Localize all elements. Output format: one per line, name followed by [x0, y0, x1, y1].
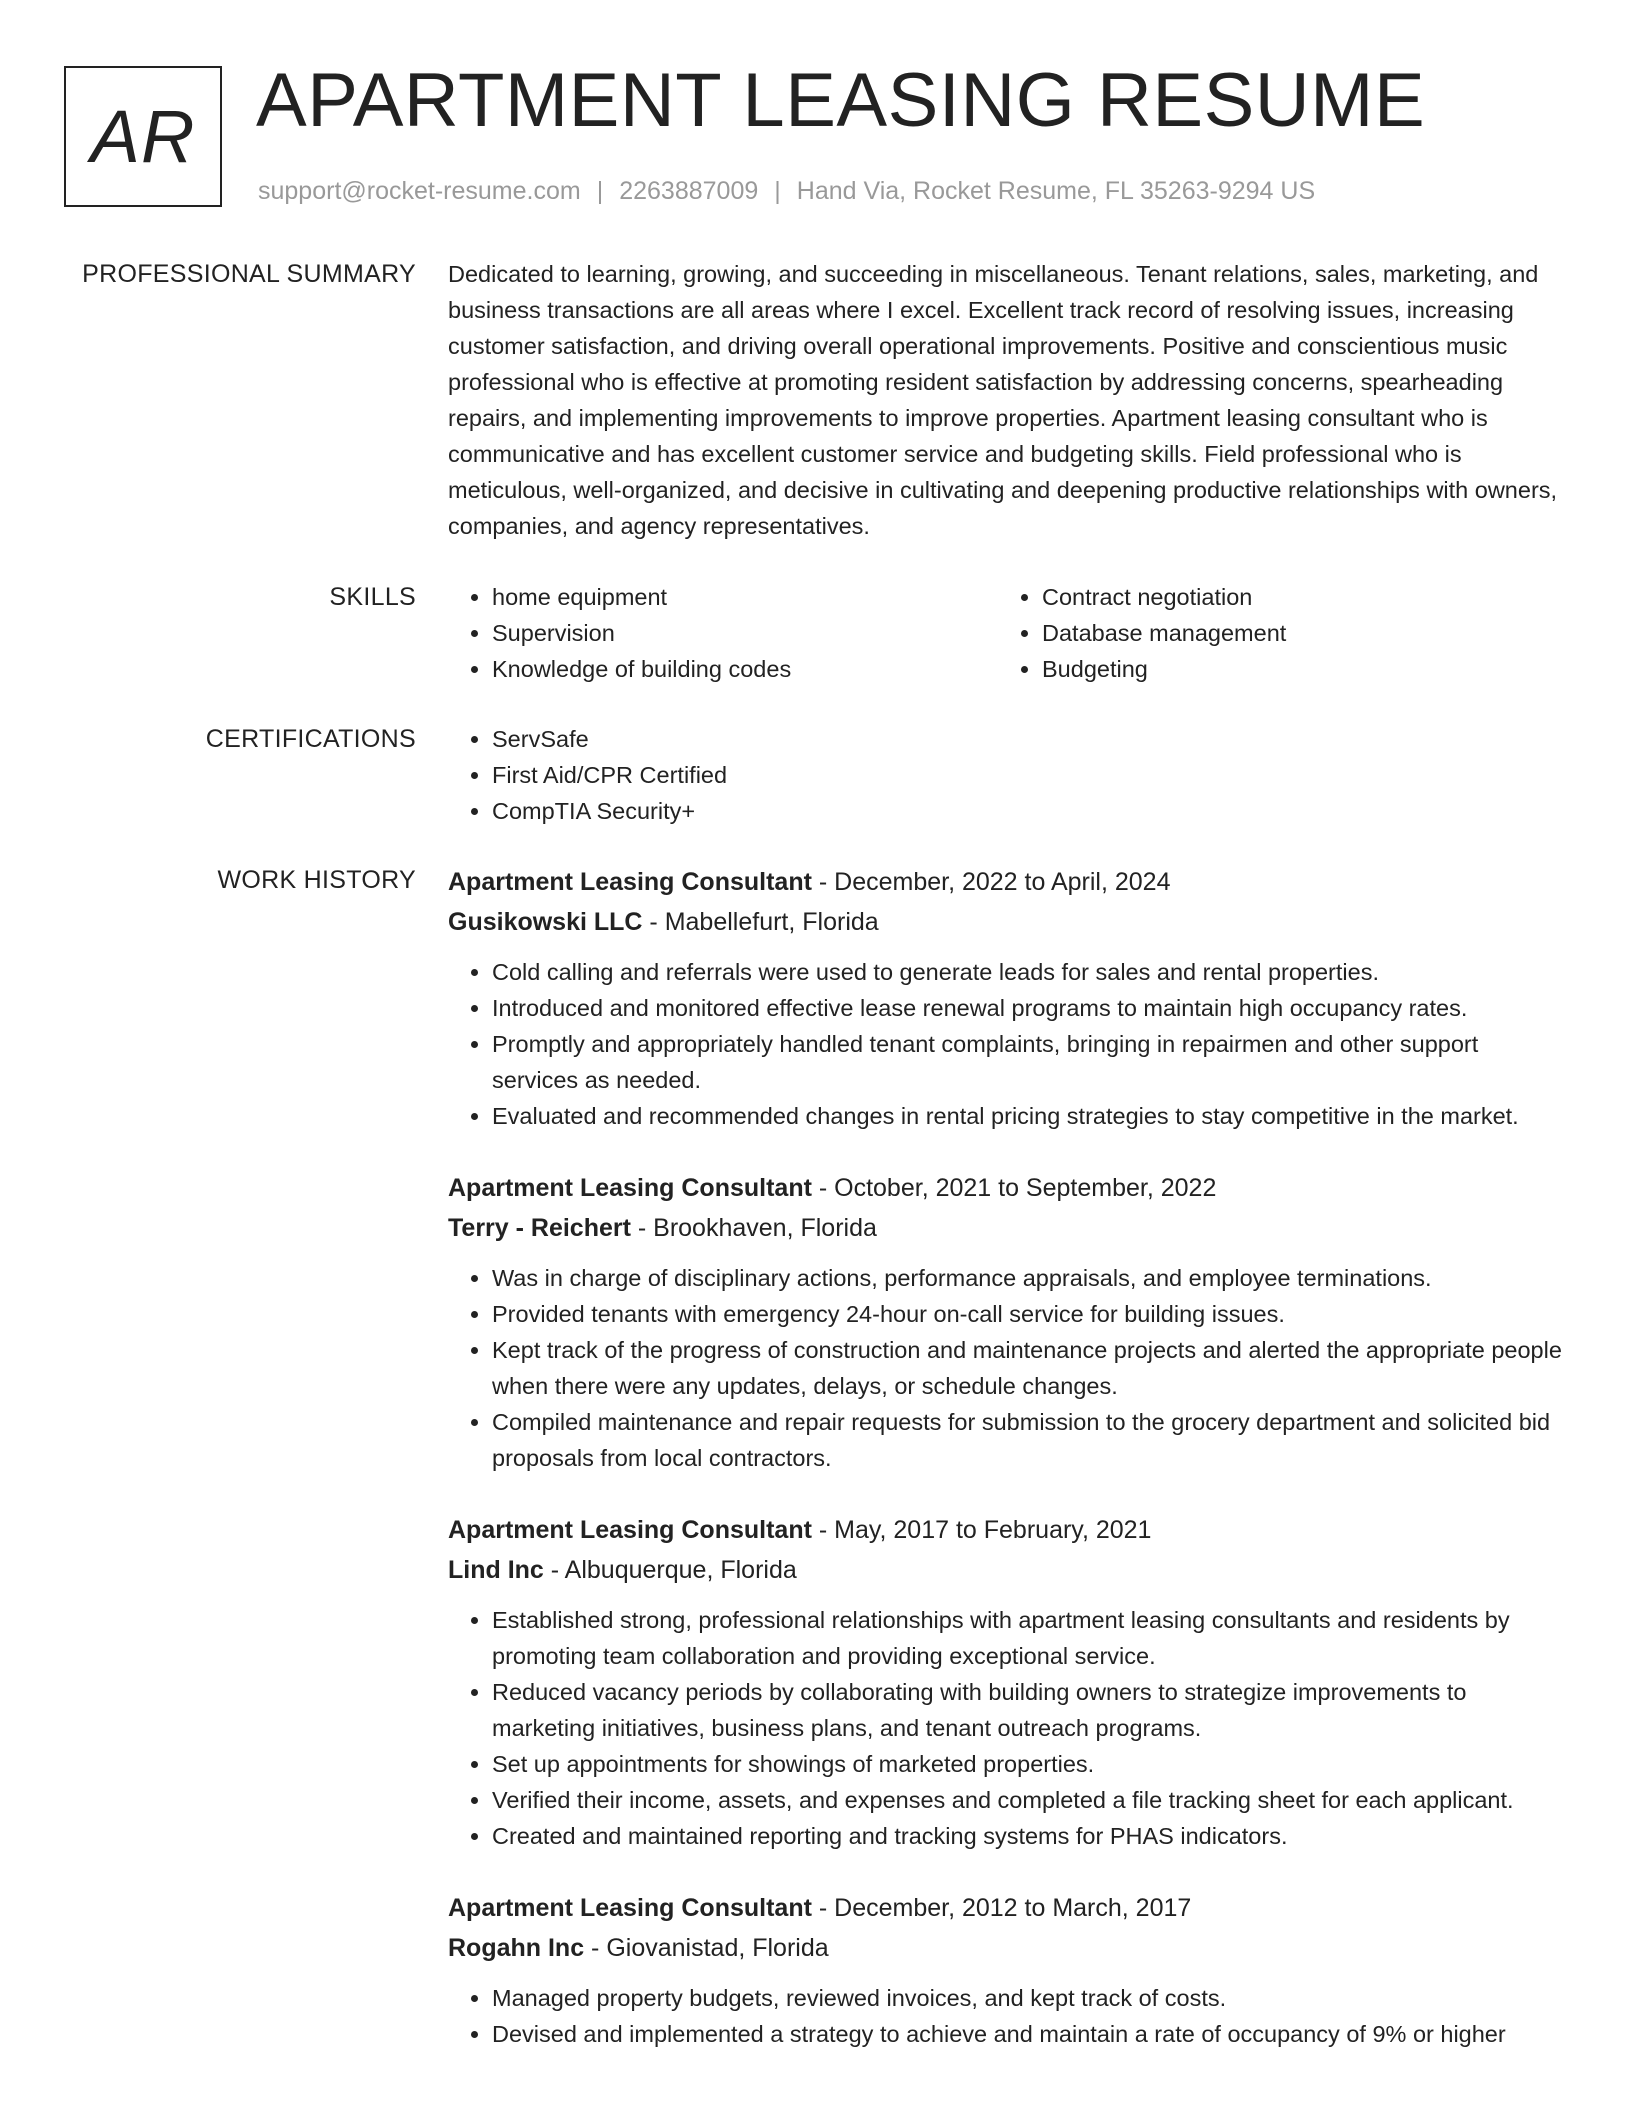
job-company-line — [448, 1208, 1563, 1248]
contact-line — [258, 174, 1315, 208]
job-location: - Albuquerque, Florida — [543, 1556, 797, 1584]
job-bullet: • Managed property budgets, reviewed invoices, and kept track of costs. — [492, 1980, 1563, 2016]
skills-body — [448, 579, 1563, 687]
certification-item: • First Aid/CPR Certified — [492, 757, 1563, 793]
job-dates: - December, 2012 to March, 2017 — [811, 1894, 1192, 1922]
monogram-initials: AR — [90, 94, 196, 178]
job-entry — [448, 1510, 1563, 1854]
job-location: - Brookhaven, Florida — [630, 1214, 877, 1242]
summary-section — [0, 256, 1632, 546]
monogram-box — [64, 66, 222, 207]
job-entry — [448, 1168, 1563, 1476]
job-company: Terry - Reichert — [448, 1214, 631, 1242]
job-entry — [448, 1888, 1563, 2052]
job-bullet: • Cold calling and referrals were used to generate leads for sales and rental properties. — [492, 954, 1563, 990]
job-company-line — [448, 1550, 1563, 1590]
skills-label: SKILLS — [329, 583, 416, 611]
job-bullet: • Evaluated and recommended changes in rental pricing strategies to stay competitive in the market. — [492, 1098, 1563, 1134]
certifications-body — [448, 721, 1563, 829]
job-title-line — [448, 1510, 1563, 1550]
skills-column-left — [448, 579, 998, 687]
contact-phone: 2263887009 — [619, 177, 759, 205]
job-bullet: • Promptly and appropriately handled tenant complaints, bringing in repairmen and other support services as needed. — [492, 1026, 1563, 1098]
job-dates: - May, 2017 to February, 2021 — [811, 1516, 1152, 1544]
skill-item: • Budgeting — [1042, 651, 1548, 687]
certification-item: • ServSafe — [492, 721, 1563, 757]
job-company-line — [448, 902, 1563, 942]
certifications-label: CERTIFICATIONS — [205, 725, 416, 753]
certification-item: • CompTIA Security+ — [492, 793, 1563, 829]
job-bullet: • Provided tenants with emergency 24-hour on-call service for building issues. — [492, 1296, 1563, 1332]
certifications-section — [0, 721, 1632, 841]
job-bullet: • Reduced vacancy periods by collaborating with building owners to strategize improvements to marketing initiatives, business plans, and tenant outreach programs. — [492, 1674, 1563, 1746]
contact-separator: | — [774, 177, 781, 205]
work-history-section — [0, 862, 1632, 2112]
skill-item: • home equipment — [492, 579, 998, 615]
resume-title: APARTMENT LEASING RESUME — [256, 58, 1426, 143]
job-company: Lind Inc — [448, 1556, 544, 1584]
skill-item: • Supervision — [492, 615, 998, 651]
job-bullet: • Was in charge of disciplinary actions, performance appraisals, and employee terminations. — [492, 1260, 1563, 1296]
contact-separator: | — [596, 177, 604, 205]
job-bullet: • Set up appointments for showings of marketed properties. — [492, 1746, 1563, 1782]
job-bullet: • Established strong, professional relationships with apartment leasing consultants and residents by promoting team collaboration and providing exceptional service. — [492, 1602, 1563, 1674]
contact-address: Hand Via, Rocket Resume, FL 35263-9294 US — [796, 177, 1316, 205]
job-title: Apartment Leasing Consultant — [448, 1516, 812, 1544]
work-history-label: WORK HISTORY — [217, 866, 416, 894]
skill-item: • Knowledge of building codes — [492, 651, 998, 687]
job-entry — [448, 862, 1563, 1134]
summary-text: Dedicated to learning, growing, and succeeding in miscellaneous. Tenant relations, sales, marketing, and business transactions are all areas where I excel. Excellent track record of resolving issues, increasing customer satisfaction, and driving overall operational improvements. Positive and conscientious music professional who is effective at promoting resident satisfaction by addressing concerns, spearheading repairs, and implementing improvements to improve properties. Apartment leasing consultant who is communicative and has excellent customer service and budgeting skills. Field professional who is meticulous, well-organized, and decisive in cultivating and deepening productive relationships with owners, companies, and agency representatives. — [448, 261, 1558, 539]
contact-email: support@rocket-resume.com — [258, 177, 581, 205]
skills-grid — [448, 579, 1563, 687]
job-location: - Giovanistad, Florida — [584, 1934, 829, 1962]
job-bullet: • Created and maintained reporting and tracking systems for PHAS indicators. — [492, 1818, 1563, 1854]
job-company: Gusikowski LLC — [448, 908, 643, 936]
job-title-line — [448, 1168, 1563, 1208]
job-title-line — [448, 862, 1563, 902]
skill-item: • Database management — [1042, 615, 1548, 651]
work-history-body — [448, 862, 1563, 2086]
job-title: Apartment Leasing Consultant — [448, 1894, 812, 1922]
job-title: Apartment Leasing Consultant — [448, 1174, 812, 1202]
job-bullet: • Kept track of the progress of construction and maintenance projects and alerted the appropriate people when there were any updates, delays, or schedule changes. — [492, 1332, 1563, 1404]
job-title-line — [448, 1888, 1563, 1928]
skills-section — [0, 579, 1632, 699]
job-bullet: • Verified their income, assets, and expenses and completed a file tracking sheet for each applicant. — [492, 1782, 1563, 1818]
job-bullet: • Introduced and monitored effective lease renewal programs to maintain high occupancy rates. — [492, 990, 1563, 1026]
job-dates: - October, 2021 to September, 2022 — [811, 1174, 1217, 1202]
job-location: - Mabellefurt, Florida — [642, 908, 879, 936]
skill-item: • Contract negotiation — [1042, 579, 1548, 615]
summary-label: PROFESSIONAL SUMMARY — [82, 260, 416, 288]
job-bullet: • Compiled maintenance and repair requests for submission to the grocery department and solicited bid proposals from local contractors. — [492, 1404, 1563, 1476]
job-company-line — [448, 1928, 1563, 1968]
job-title: Apartment Leasing Consultant — [448, 868, 812, 896]
job-dates: - December, 2022 to April, 2024 — [811, 868, 1171, 896]
skills-column-right — [998, 579, 1548, 687]
job-bullet: • Devised and implemented a strategy to achieve and maintain a rate of occupancy of 9% or higher — [492, 2016, 1563, 2052]
summary-body — [448, 256, 1563, 544]
job-company: Rogahn Inc — [448, 1934, 585, 1962]
